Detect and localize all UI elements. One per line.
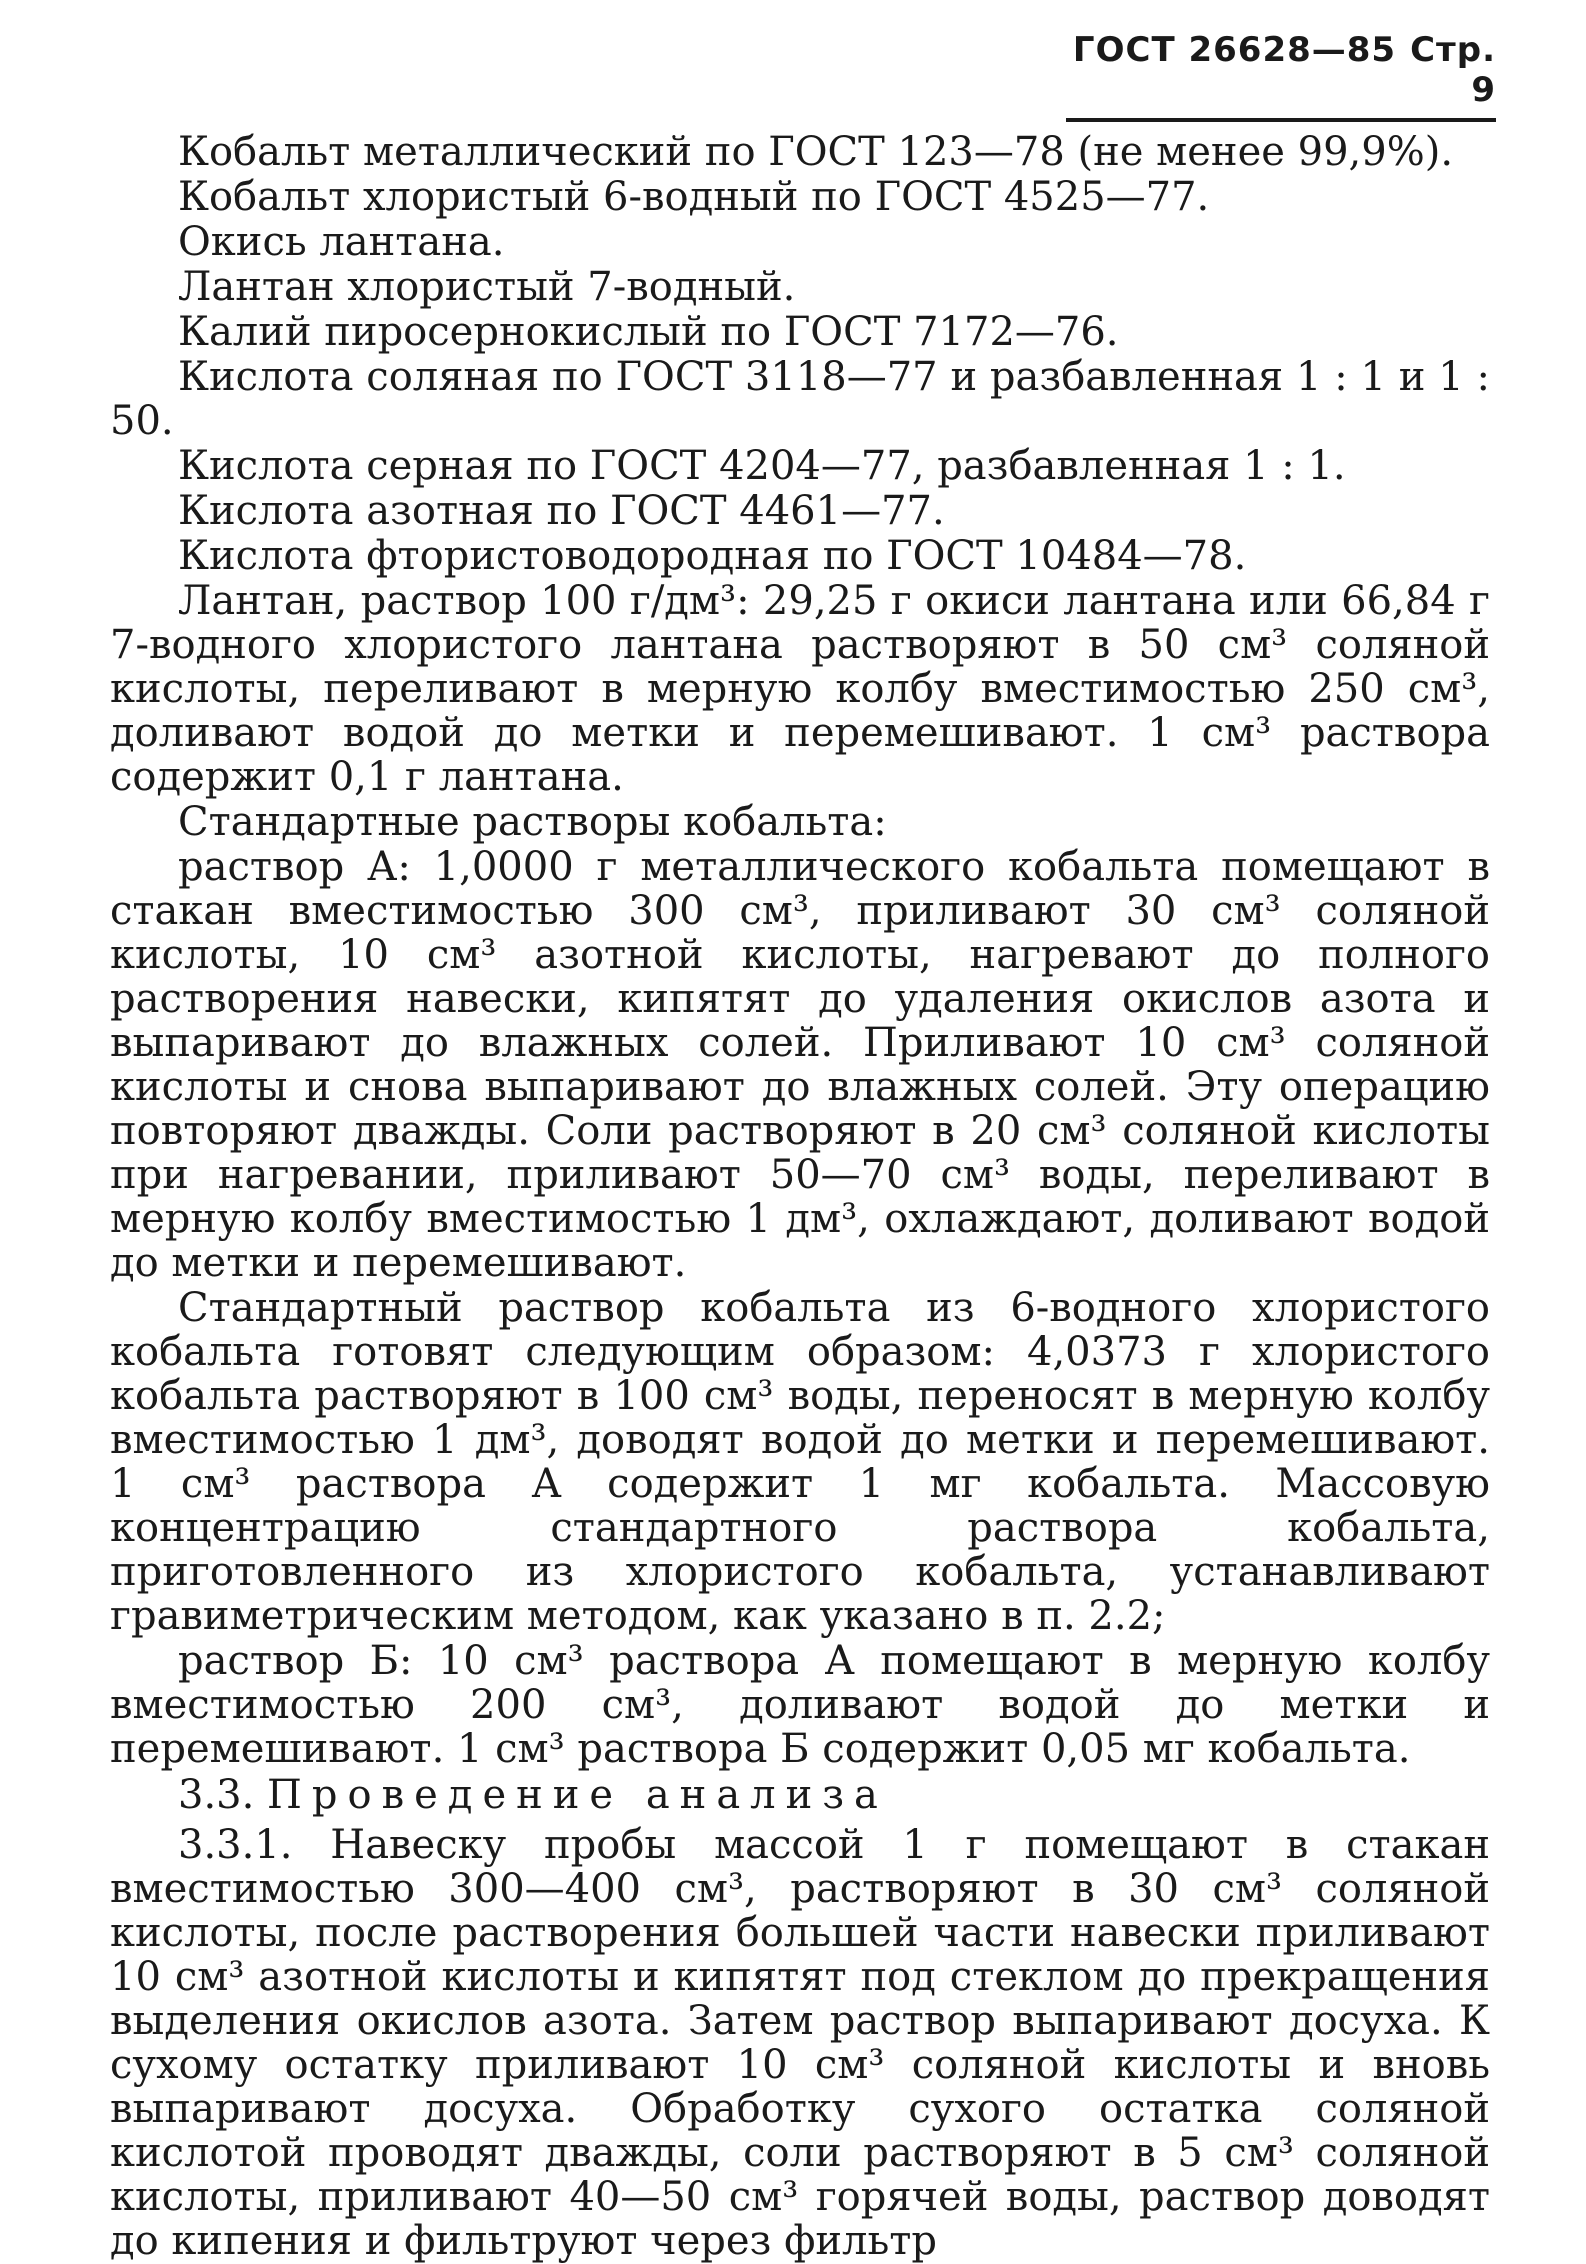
lanthanum-solution-paragraph: Лантан, раствор 100 г/дм³: 29,25 г окиси лантана или 66,84 г 7-водного хлористого лантана растворяют в 50 см³ соляной кислоты, переливают в мерную колбу вместимостью 250 см³, доливают водой до метки и перемешивают. 1 см³ раствора содержит 0,1 г лантана. [110, 578, 1490, 800]
analysis-procedure-paragraph: 3.3.1. Навеску пробы массой 1 г помещают в стакан вместимостью 300—400 см³, растворяют в 30 см³ соляной кислоты, после растворения большей части навески приливают 10 см³ азотной кислоты и кипятят под стеклом до прекращения выделения окислов азота. Затем раствор выпаривают досуха. К сухому остатку приливают 10 см³ соляной кислоты и вновь выпаривают досуха. Обработку сухого остатка соляной кислотой проводят дважды, соли растворяют в 5 см³ соляной кислоты, приливают 40—50 см³ горячей воды, раствор доводят до кипения и фильтруют через фильтр [110, 1822, 1490, 2264]
standard-solutions-heading: Стандартные растворы кобальта: [178, 799, 887, 845]
reagent-lanthanum-chloride: Лантан хлористый 7-водный. [178, 264, 796, 310]
reagent-hydrochloric-acid: Кислота соляная по ГОСТ 3118—77 и разбавленная 1 : 1 и 1 : 50. [110, 354, 1490, 444]
solution-b-paragraph: раствор Б: 10 см³ раствора А помещают в мерную колбу вместимостью 200 см³, доливают водой до метки и перемешивают. 1 см³ раствора Б содержит 0,05 мг кобальта. [110, 1638, 1490, 1772]
reagent-cobalt-chloride: Кобальт хлористый 6-водный по ГОСТ 4525—77. [178, 174, 1210, 220]
section-title: Проведение анализа [267, 1772, 888, 1818]
reagent-nitric-acid: Кислота азотная по ГОСТ 4461—77. [178, 488, 945, 534]
document-body [110, 130, 1490, 2264]
standard-solution-from-chloride-paragraph: Стандартный раствор кобальта из 6-водного хлористого кобальта готовят следующим образом: 4,0373 г хлористого кобальта растворяют в 100 см³ воды, переносят в мерную колбу вместимостью 1 дм³, доводят водой до метки и перемешивают. 1 см³ раствора А содержит 1 мг кобальта. Массовую концентрацию стандартного раствора кобальта, приготовленного из хлористого кобальта, устанавливают гравиметрическим методом, как указано в п. 2.2; [110, 1285, 1490, 1639]
reagent-cobalt-metal: Кобальт металлический по ГОСТ 123—78 (не менее 99,9%). [178, 129, 1454, 175]
reagent-hydrofluoric-acid: Кислота фтористоводородная по ГОСТ 10484—78. [178, 533, 1247, 579]
document-code: ГОСТ 26628—85 [1072, 30, 1397, 70]
page-header [1066, 30, 1496, 122]
page-number: Стр. 9 [1410, 30, 1496, 110]
section-number: 3.3. [178, 1772, 255, 1818]
reagent-sulfuric-acid: Кислота серная по ГОСТ 4204—77, разбавленная 1 : 1. [178, 443, 1346, 489]
section-heading [110, 1773, 1490, 1817]
solution-a-paragraph: раствор А: 1,0000 г металлического кобальта помещают в стакан вместимостью 300 см³, приливают 30 см³ соляной кислоты, 10 см³ азотной кислоты, нагревают до полного растворения навески, кипятят до удаления окислов азота и выпаривают до влажных солей. Приливают 10 см³ соляной кислоты и снова выпаривают до влажных солей. Эту операцию повторяют дважды. Соли растворяют в 20 см³ соляной кислоты при нагревании, приливают 50—70 см³ воды, переливают в мерную колбу вместимостью 1 дм³, охлаждают, доливают водой до метки и перемешивают. [110, 844, 1490, 1286]
reagent-lanthanum-oxide: Окись лантана. [178, 219, 505, 265]
reagent-potassium-pyrosulfate: Калий пиросернокислый по ГОСТ 7172—76. [178, 309, 1119, 355]
